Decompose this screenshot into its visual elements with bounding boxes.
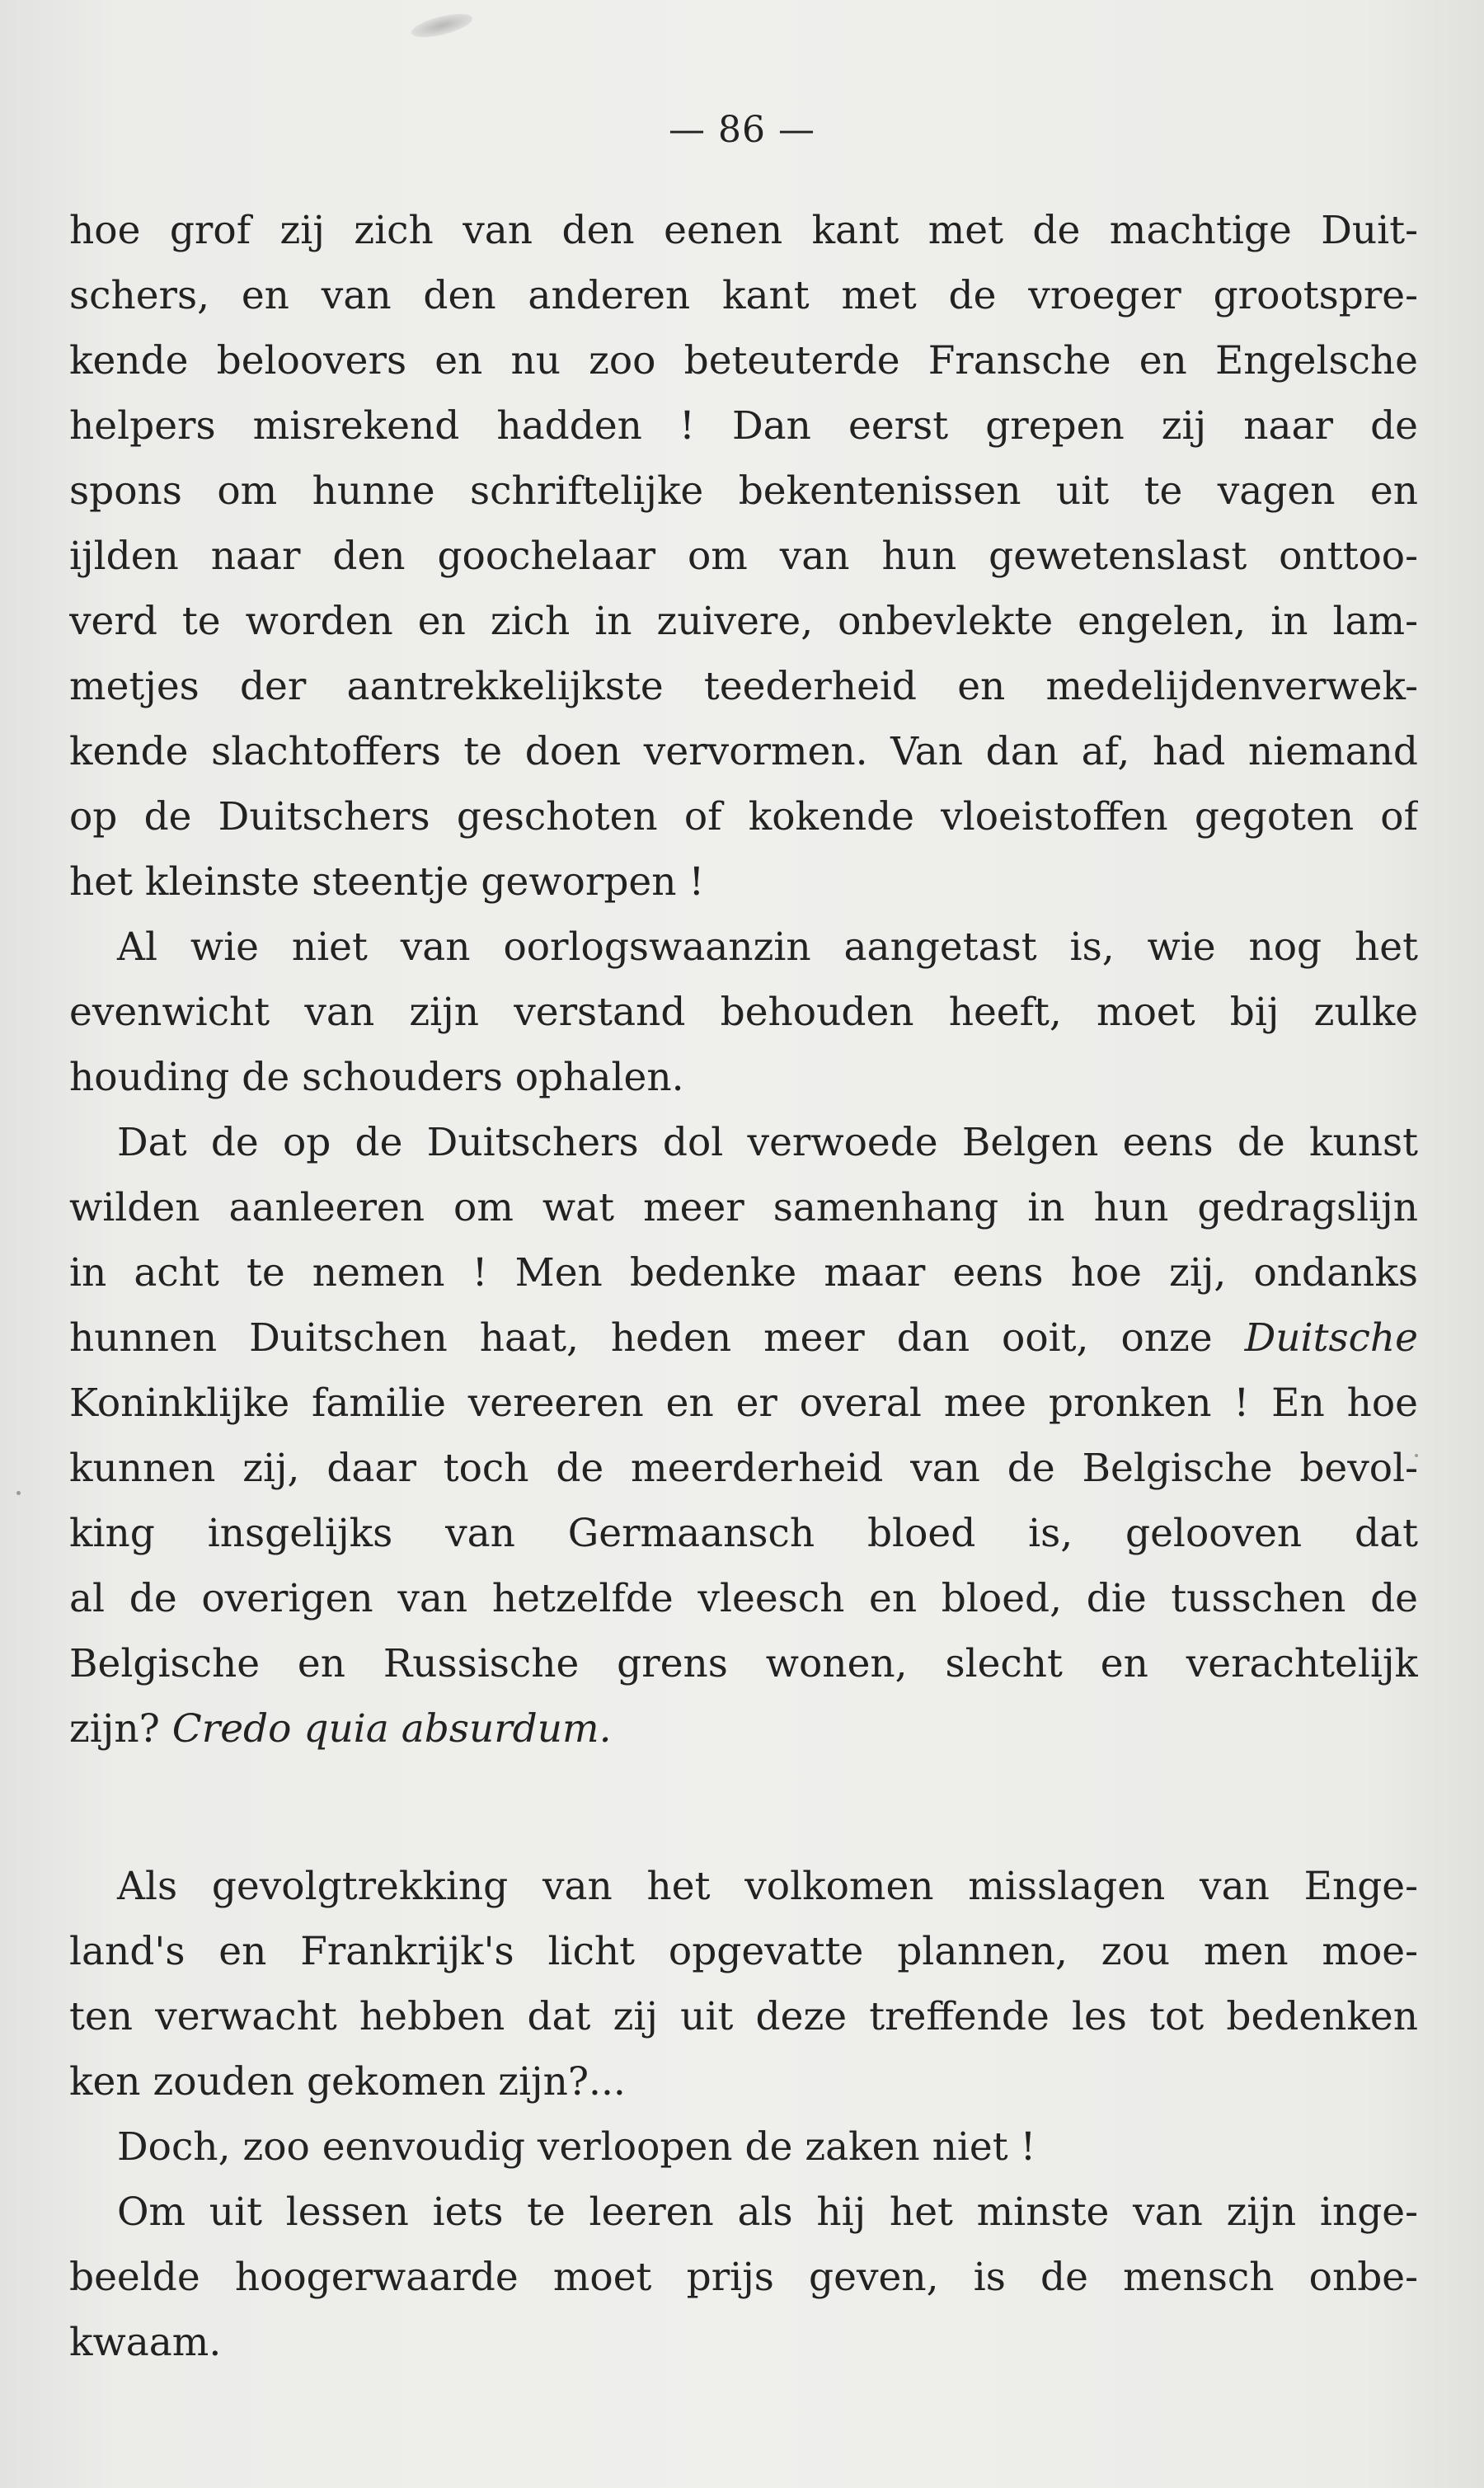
text-line: ken zouden gekomen zijn?... (69, 2059, 626, 2105)
text-line: Koninklijke familie vereeren en er overal mee pronken ! En hoe (69, 1380, 1418, 1426)
page-number: — 86 — (669, 109, 815, 151)
paragraph-4 (69, 1854, 1418, 2114)
paper-speck (16, 1491, 21, 1495)
text-line: king insgelijks van Germaansch bloed is, gelooven dat (69, 1511, 1418, 1556)
text-line: metjes der aantrekkelijkste teederheid en medelijdenverwek- (69, 664, 1418, 709)
paragraph-5 (69, 2114, 1418, 2180)
paragraph-6 (69, 2180, 1418, 2375)
text-line: beelde hoogerwaarde moet prijs geven, is de mensch onbe- (69, 2255, 1418, 2300)
text-line: ijlden naar den goochelaar om van hun gewetenslast onttoo- (69, 534, 1418, 579)
text-line: verd te worden en zich in zuivere, onbevlekte engelen, in lam- (69, 599, 1418, 644)
body-text (69, 198, 1418, 2375)
text-line: Belgische en Russische grens wonen, slecht en verachtelijk (69, 1641, 1418, 1686)
text-line (69, 1305, 1418, 1371)
text-line: spons om hunne schriftelijke bekentenissen uit te vagen en (69, 468, 1418, 514)
text-line: evenwicht van zijn verstand behouden heeft, moet bij zulke (69, 990, 1418, 1035)
text-line: kende beloovers en nu zoo beteuterde Fransche en Engelsche (69, 338, 1418, 383)
text-line: Al wie niet van oorlogswaanzin aangetast is, wie nog het (117, 924, 1418, 970)
text-line: ten verwacht hebben dat zij uit deze treffende les tot bedenken (69, 1994, 1418, 2039)
ink-smudge (409, 9, 474, 42)
text-line: Dat de op de Duitschers dol verwoede Belgen eens de kunst (117, 1120, 1418, 1165)
text-line: houding de schouders ophalen. (69, 1055, 684, 1100)
text-line: kunnen zij, daar toch de meerderheid van de Belgische bevol- (69, 1446, 1418, 1491)
text-line: helpers misrekend hadden ! Dan eerst grepen zij naar de (69, 403, 1418, 449)
italic-word: Duitsche (1244, 1315, 1418, 1361)
text-segment: hunnen Duitschen haat, heden meer dan ooit, onze (69, 1315, 1213, 1361)
paragraph-3 (69, 1110, 1418, 1761)
text-line: kende slachtoffers te doen vervormen. Van dan af, had niemand (69, 729, 1418, 774)
text-line: wilden aanleeren om wat meer samenhang in hun gedragslijn (69, 1185, 1418, 1230)
text-line: Om uit lessen iets te leeren als hij het minste van zijn inge- (117, 2189, 1418, 2235)
text-line: kwaam. (69, 2320, 222, 2365)
text-line: in acht te nemen ! Men bedenke maar eens hoe zij, ondanks (69, 1250, 1418, 1296)
text-line: Als gevolgtrekking van het volkomen misslagen van Enge- (117, 1864, 1418, 1909)
text-segment: zijn? (69, 1706, 160, 1752)
paragraph-2 (69, 915, 1418, 1110)
text-line: land's en Frankrijk's licht opgevatte plannen, zou men moe- (69, 1929, 1418, 1974)
text-line: hoe grof zij zich van den eenen kant met de machtige Duit- (69, 208, 1418, 253)
text-line: het kleinste steentje geworpen ! (69, 859, 705, 905)
text-line (69, 1696, 1418, 1761)
text-line: op de Duitschers geschoten of kokende vloeistoffen gegoten of (69, 794, 1418, 840)
paragraph-1 (69, 198, 1418, 915)
italic-phrase: Credo quia absurdum. (171, 1706, 612, 1752)
text-line: schers, en van den anderen kant met de vroeger grootspre- (69, 273, 1418, 318)
section-gap (69, 1761, 1418, 1854)
text-line: Doch, zoo eenvoudig verloopen de zaken niet ! (117, 2124, 1036, 2170)
text-line: al de overigen van hetzelfde vleesch en bloed, die tusschen de (69, 1576, 1418, 1621)
